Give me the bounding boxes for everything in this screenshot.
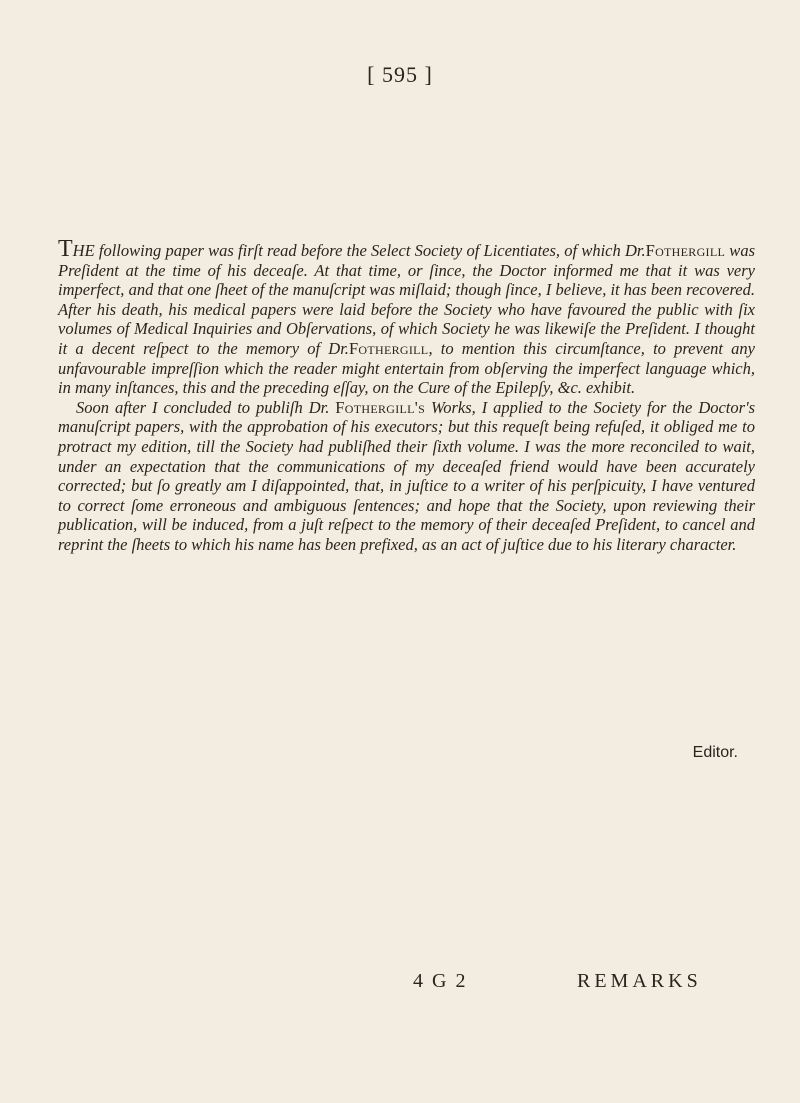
signature-mark: 4 G 2: [413, 970, 468, 992]
author-name: Fothergill's: [335, 397, 426, 417]
author-name: Fothergill: [348, 338, 429, 358]
author-name: Fothergill: [645, 241, 726, 260]
catchword: REMARKS: [577, 970, 702, 992]
page-number: [ 595 ]: [367, 62, 433, 87]
paragraph-2: [58, 398, 755, 555]
paragraph-1-part-a: HE following paper was firſt read before the Select Society of Licentiates, of which Dr.: [72, 241, 646, 260]
paragraph-1-part-c: , to mention this circumſtance, to prevent any unfavourable impreſſion which the reader might entertain from obſerving the imperfect language which, in many inſtances, this and the preceding eſſay, on the Cure of the Epilepſy, &c. exhibit.: [58, 338, 756, 398]
body-text: [58, 236, 756, 555]
paragraph-1-part-b: was Preſident at the time of his deceaſe. At that time, or ſince, the Doctor informed me that it was very imperfect, and that one ſheet of the manuſcript was miſlaid; though ſince, I believe, it has been recovered. After his death, his medical papers were laid before the Society who have favoured the public with ſix volumes of Medical Inquiries and Obſervations, of which Society he was likewiſe the Preſident. I thought it a decent reſpect to the memory of Dr.: [58, 241, 755, 358]
drop-cap: T: [58, 236, 73, 262]
paragraph-2-part-b: Works, I applied to the Society for the Doctor's manuſcript papers, with the approbation of his executors; but this requeſt being refuſed, it obliged me to protract my edition, till the Society had publiſhed their ſixth volume. I was the more reconciled to wait, under an expectation that the communications of my deceaſed friend would have been accurately corrected; but ſo greatly am I diſappointed, that, in juſtice to a writer of his perſpicuity, I have ventured to correct ſome erroneous and ambiguous ſentences; and hope that the Society, upon reviewing their publication, will be induced, from a juſt reſpect to the memory of their deceaſed Preſident, to cancel and reprint the ſheets to which his name has been prefixed, as an act of juſtice due to his literary character.: [58, 397, 756, 554]
paragraph-2-part-a: Soon after I concluded to publiſh Dr.: [76, 397, 330, 417]
paragraph-1: [58, 236, 756, 398]
editor-signature: Editor.: [692, 744, 738, 761]
